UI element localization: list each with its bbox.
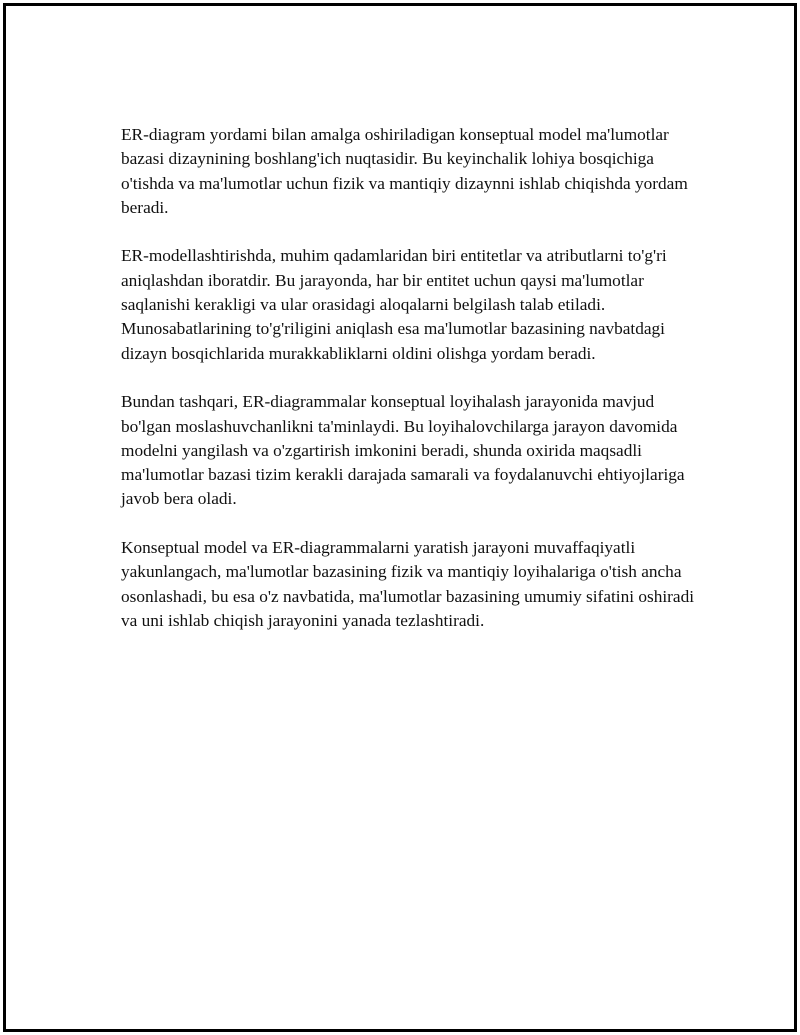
paragraph-2: ER-modellashtirishda, muhim qadamlaridan biri entitetlar va atributlarni to'g'ri aniqlashdan iboratdir. Bu jarayonda, har bir entitet uchun qaysi ma'lumotlar saqlanishi kerakligi va ular orasidagi aloqalarni belgilash talab etiladi. Munosabatlarining to'g'riligini aniqlash esa ma'lumotlar bazasining navbatdagi dizayn bosqichlarida murakkabliklarni oldini olishga yordam beradi. (121, 246, 667, 363)
document-body (121, 123, 701, 633)
paragraph-1: ER-diagram yordami bilan amalga oshiriladigan konseptual model ma'lumotlar bazasi dizaynining boshlang'ich nuqtasidir. Bu keyinchalik lohiya bosqichiga o'tishda va ma'lumotlar uchun fizik va mantiqiy dizaynni ishlab chiqishda yordam beradi. (121, 125, 688, 217)
document-page (3, 3, 797, 1032)
paragraph-4: Konseptual model va ER-diagrammalarni yaratish jarayoni muvaffaqiyatli yakunlangach, ma'lumotlar bazasining fizik va mantiqiy loyihalariga o'tish ancha osonlashadi, bu esa o'z navbatida, ma'lumotlar bazasining umumiy sifatini oshiradi va uni ishlab chiqish jarayonini yanada tezlashtiradi. (121, 538, 695, 630)
paragraph-3: Bundan tashqari, ER-diagrammalar konseptual loyihalash jarayonida mavjud bo'lgan moslashuvchanlikni ta'minlaydi. Bu loyihalovchilarga jarayon davomida modelni yangilash va o'zgartirish imkonini beradi, shunda oxirida maqsadli ma'lumotlar bazasi tizim kerakli darajada samarali va foydalanuvchi ehtiyojlariga javob bera oladi. (121, 392, 685, 509)
